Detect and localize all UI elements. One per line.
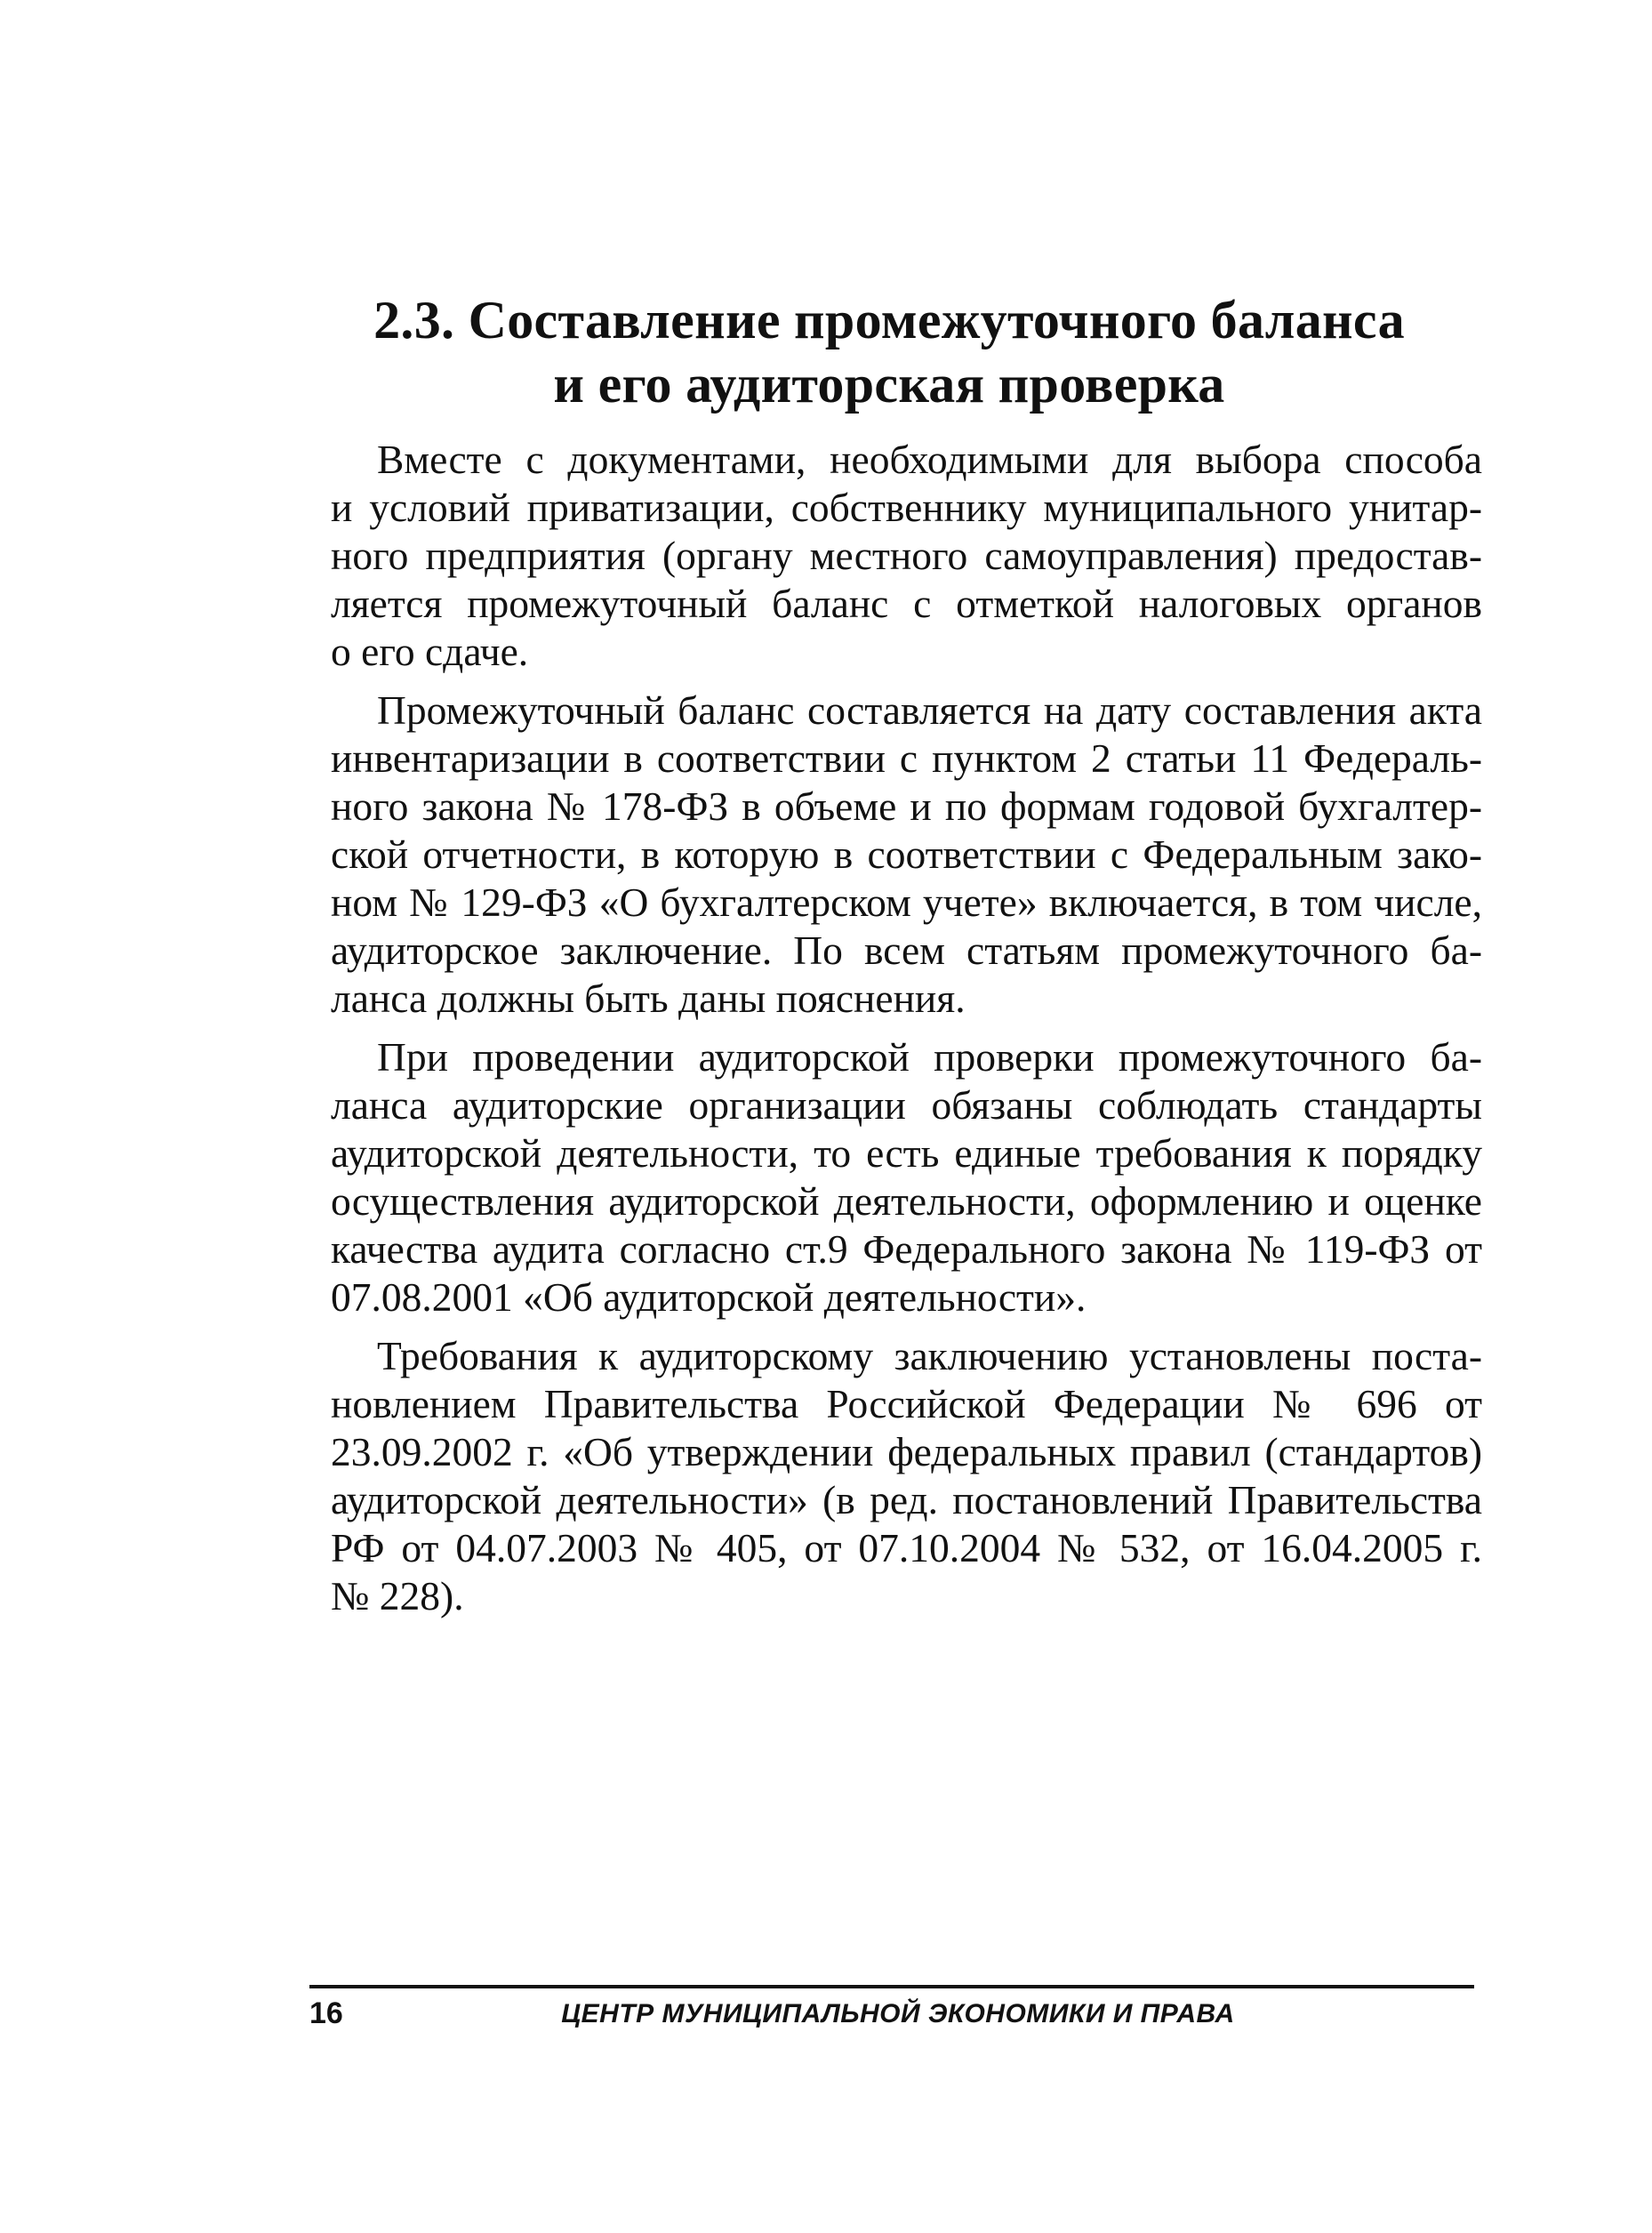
paragraph-line: № 228). [331,1573,464,1619]
paragraph-line: новлением Правительства Российской Федерации № 696 от [331,1381,1482,1426]
section-title-line-1: 2.3. Составление промежуточного баланса [373,291,1405,349]
paragraph-line: ного предприятия (органу местного самоуправления) предостав- [331,533,1482,578]
paragraph-line: 07.08.2001 «Об аудиторской деятельности». [331,1274,1087,1320]
paragraph-line: аудиторской деятельности» (в ред. постановлений Правительства [331,1477,1482,1522]
paragraph-4 [331,1332,1482,1620]
paragraph-2 [331,687,1482,1023]
paragraph-3 [331,1033,1482,1321]
section-title-line-2: и его аудиторская проверка [553,355,1225,414]
paragraph-line: ланса аудиторские организации обязаны соблюдать стандарты [331,1082,1482,1128]
paragraph-line: о его сдаче. [331,629,529,674]
paragraph-line: Вместе с документами, необходимыми для выбора способа [377,437,1482,482]
paragraph-line: аудиторской деятельности, то есть единые требования к порядку [331,1130,1482,1176]
paragraph-line: Промежуточный баланс составляется на дату составления акта [377,687,1482,733]
paragraph-line: При проведении аудиторской проверки промежуточного ба- [377,1034,1482,1080]
paragraph-line: качества аудита согласно ст.9 Федерального закона № 119-ФЗ от [331,1226,1482,1272]
paragraph-line: ской отчетности, в которую в соответствии с Федеральным зако- [331,831,1482,877]
paragraph-line: ного закона № 178-ФЗ в объеме и по формам годовой бухгалтер- [331,783,1482,829]
page-number: 16 [309,1996,343,2030]
paragraph-line: ляется промежуточный баланс с отметкой налоговых органов [331,581,1482,626]
paragraph-line: осуществления аудиторской деятельности, оформлению и оценке [331,1178,1482,1224]
paragraph-line: инвентаризации в соответствии с пунктом 2 статьи 11 Федераль- [331,735,1482,781]
paragraph-line: аудиторское заключение. По всем статьям промежуточного ба- [331,928,1482,973]
paragraph-line: ланса должны быть даны пояснения. [331,976,966,1021]
footer-divider [309,1985,1474,1988]
body-text [331,436,1482,1631]
paragraph-line: РФ от 04.07.2003 № 405, от 07.10.2004 № 532, от 16.04.2005 г. [331,1525,1482,1570]
paragraph-line: Требования к аудиторскому заключению установлены поста- [377,1333,1482,1378]
paragraph-line: 23.09.2002 г. «Об утверждении федеральных правил (стандартов) [331,1429,1482,1474]
paragraph-1 [331,436,1482,676]
publisher-footer: ЦЕНТР МУНИЦИПАЛЬНОЙ ЭКОНОМИКИ И ПРАВА [561,1999,1235,2028]
paragraph-line: ном № 129-ФЗ «О бухгалтерском учете» включается, в том числе, [331,880,1482,925]
paragraph-line: и условий приватизации, собственнику муниципального унитар- [331,485,1482,530]
